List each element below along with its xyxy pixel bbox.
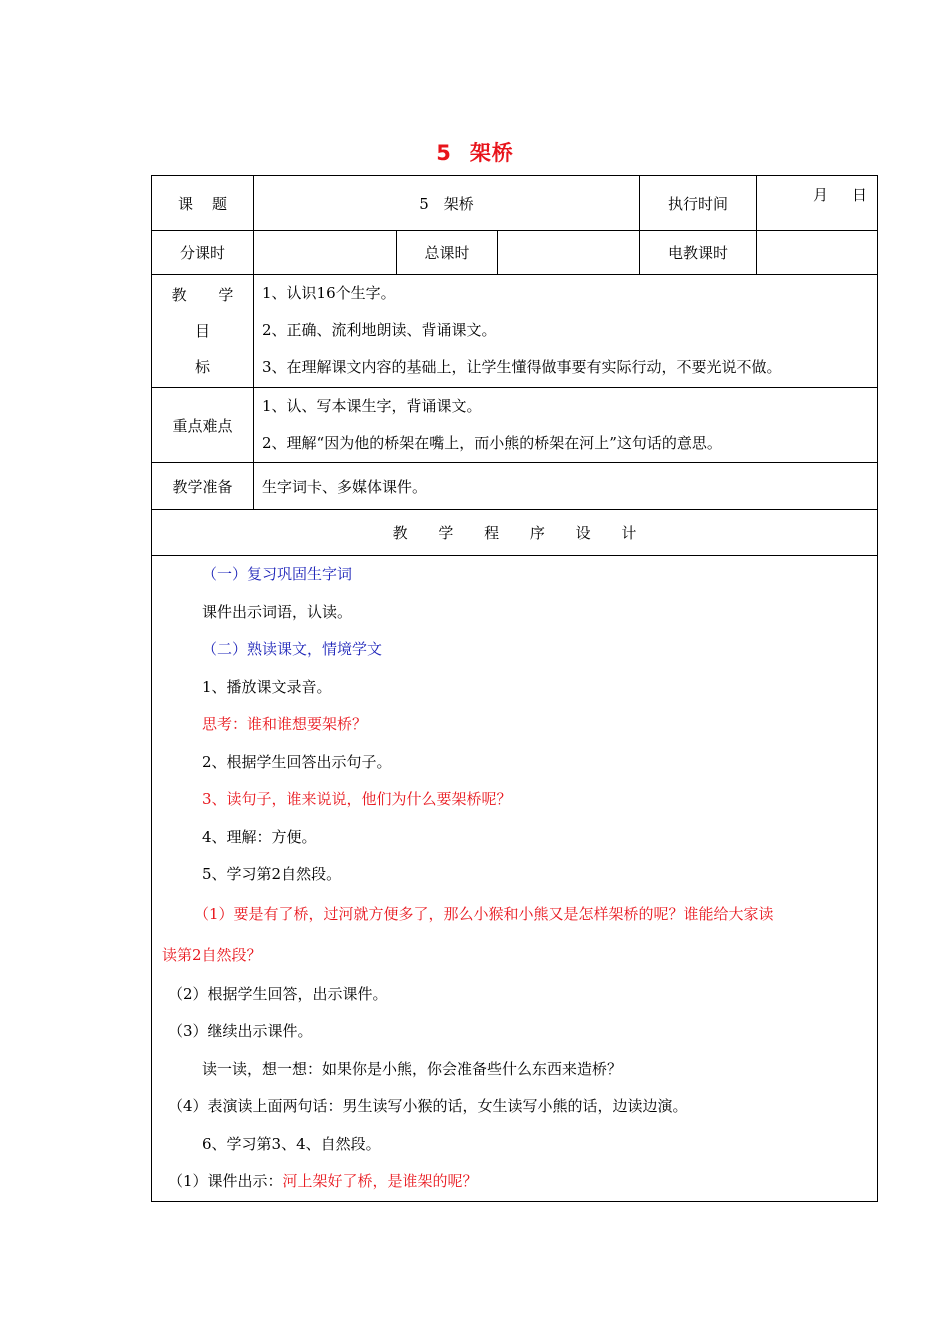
topic-row <box>152 176 878 231</box>
goal-item: 3、在理解课文内容的基础上，让学生懂得做事要有实际行动，不要光说不做。 <box>262 358 782 376</box>
goal-item: 1、认识16个生字。 <box>262 284 396 302</box>
exec-time-label: 执行时间 <box>640 176 757 231</box>
process-step: 4、理解：方便。 <box>202 827 317 846</box>
process-step: 2、根据学生回答出示句子。 <box>202 752 392 771</box>
goals-content <box>254 275 878 388</box>
lesson-title: 架桥 <box>469 141 514 165</box>
process-header-row <box>152 510 878 556</box>
process-step: 课件出示词语，认读。 <box>202 602 353 621</box>
process-step-continued: 读第2自然段？ <box>162 945 262 964</box>
process-row <box>152 556 878 1202</box>
process-step: （1）要是有了桥，过河就方便多了，那么小猴和小熊又是怎样架桥的呢？谁能给大家读 <box>194 904 774 923</box>
sub-hours-label: 分课时 <box>152 231 254 275</box>
page-title <box>0 137 950 167</box>
process-step: 读一读，想一想：如果你是小熊，你会准备些什么东西来造桥？ <box>202 1059 623 1078</box>
process-content <box>152 556 878 1202</box>
process-step: （3）继续出示课件。 <box>168 1022 313 1040</box>
goal-item: 2、正确、流利地朗读、背诵课文。 <box>262 321 497 339</box>
process-step: 思考：谁和谁想要架桥？ <box>202 715 368 733</box>
process-step: （1）课件出示：河上架好了桥，是谁架的呢？ <box>168 1172 478 1190</box>
process-step: 1、播放课文录音。 <box>202 677 332 696</box>
total-hours-value <box>498 231 640 275</box>
process-step: 6、学习第3、4、自然段。 <box>202 1134 381 1153</box>
preparation-row <box>152 463 878 510</box>
total-hours-label: 总课时 <box>397 231 498 275</box>
process-step: （2）根据学生回答，出示课件。 <box>168 984 388 1003</box>
exec-time-value <box>757 176 878 231</box>
day-label: 日 <box>851 186 867 204</box>
key-points-content <box>254 388 878 463</box>
media-hours-label: 电教课时 <box>640 231 757 275</box>
goals-row <box>152 275 878 388</box>
process-step: （4）表演读上面两句话：男生读写小猴的话，女生读写小熊的话，边读边演。 <box>168 1097 688 1115</box>
key-points-label: 重点难点 <box>152 388 254 463</box>
media-hours-value <box>757 231 878 275</box>
lesson-number: 5 <box>436 141 452 165</box>
lesson-plan-table <box>151 175 878 1202</box>
key-points-row <box>152 388 878 463</box>
goals-label: 教 学 目 标 <box>152 275 254 388</box>
preparation-label: 教学准备 <box>152 463 254 510</box>
process-header: 教 学 程 序 设 计 <box>152 510 878 556</box>
preparation-value: 生字词卡、多媒体课件。 <box>254 463 878 510</box>
key-point-item: 1、认、写本课生字，背诵课文。 <box>262 397 482 415</box>
hours-row <box>152 231 878 275</box>
key-point-item: 2、理解“因为他的桥架在嘴上，而小熊的桥架在河上”这句话的意思。 <box>262 434 722 452</box>
topic-label: 课 题 <box>152 176 254 231</box>
process-step: 3、读句子，谁来说说，他们为什么要架桥呢？ <box>202 790 512 808</box>
month-label: 月 <box>812 186 828 204</box>
sub-hours-value <box>254 231 397 275</box>
process-step: 5、学习第2自然段。 <box>202 865 342 883</box>
process-section-heading: （一）复习巩固生字词 <box>202 565 353 583</box>
process-section-heading: （二）熟读课文，情境学文 <box>202 640 383 658</box>
topic-value: 5 架桥 <box>254 176 640 231</box>
